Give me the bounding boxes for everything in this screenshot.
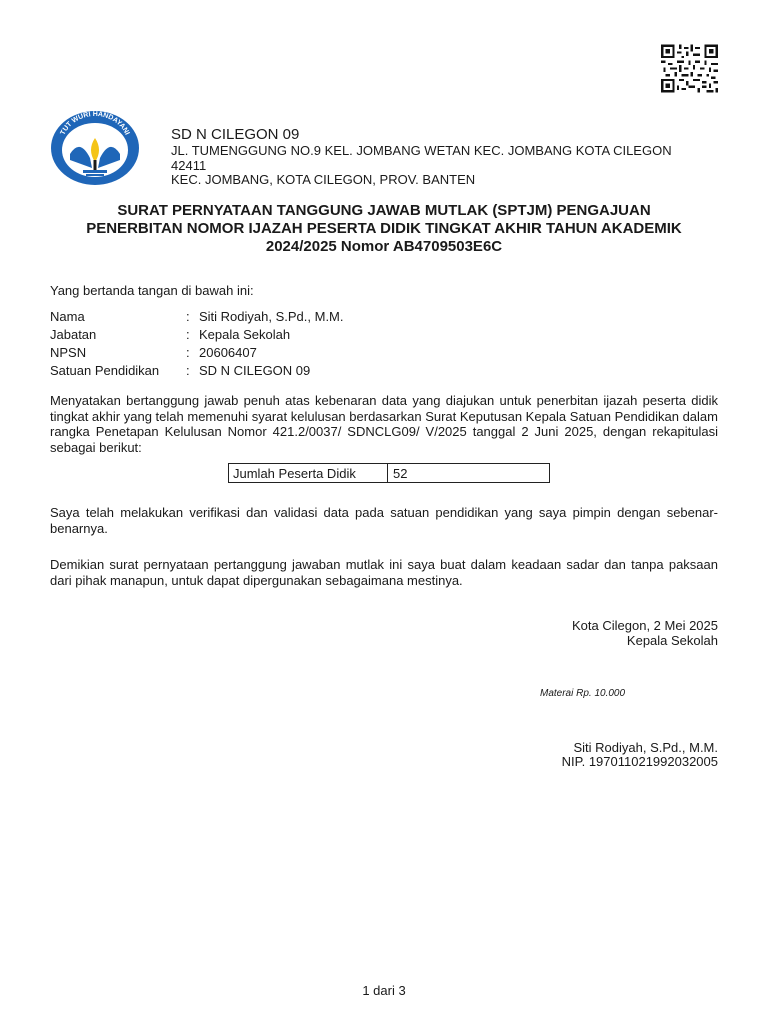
- identity-value: Siti Rodiyah, S.Pd., M.M.: [199, 309, 344, 324]
- school-name: SD N CILEGON 09: [171, 126, 300, 143]
- identity-value: SD N CILEGON 09: [199, 363, 311, 378]
- qr-code: [661, 44, 718, 93]
- signer-name: Siti Rodiyah, S.Pd., M.M.: [573, 740, 718, 755]
- intro-text: Yang bertanda tangan di bawah ini:: [50, 283, 254, 298]
- summary-table: [228, 463, 550, 483]
- page-number: 1 dari 3: [362, 983, 406, 998]
- identity-value: 20606407: [199, 345, 257, 360]
- identity-separator: :: [186, 309, 190, 324]
- school-address-line2: 42411: [171, 158, 207, 173]
- title-line3: 2024/2025 Nomor AB4709503E6C: [265, 238, 503, 255]
- identity-separator: :: [186, 327, 190, 342]
- title-line2: PENERBITAN NOMOR IJAZAH PESERTA DIDIK TINGKAT AKHIR TAHUN AKADEMIK: [86, 220, 682, 237]
- logo-text: TUT WURI HANDAYANI: [59, 110, 131, 137]
- identity-value: Kepala Sekolah: [199, 327, 291, 342]
- school-address-line3: KEC. JOMBANG, KOTA CILEGON, PROV. BANTEN: [171, 172, 476, 187]
- identity-label: NPSN: [50, 345, 87, 360]
- stamp-duty-note: Materai Rp. 10.000: [540, 688, 626, 699]
- closing-paragraph: Demikian surat pernyataan pertanggung jawaban mutlak ini saya buat dalam keadaan sadar dan tanpa paksaan dari pihak manapun, untuk dapat dipergunakan sebagaimana mestinya.: [50, 557, 718, 588]
- tut-wuri-handayani-logo: [50, 110, 140, 186]
- identity-separator: :: [186, 363, 190, 378]
- identity-separator: :: [186, 345, 190, 360]
- identity-label: Jabatan: [50, 327, 97, 342]
- verification-paragraph: Saya telah melakukan verifikasi dan validasi data pada satuan pendidikan yang saya pimpin dengan sebenar-benarnya.: [50, 505, 718, 536]
- identity-label: Nama: [50, 309, 85, 324]
- identity-label: Satuan Pendidikan: [50, 363, 160, 378]
- summary-value: 52: [393, 466, 408, 481]
- school-address-line1: JL. TUMENGGUNG NO.9 KEL. JOMBANG WETAN KEC. JOMBANG KOTA CILEGON: [171, 143, 672, 158]
- document-title: [40, 202, 728, 256]
- title-line1: SURAT PERNYATAAN TANGGUNG JAWAB MUTLAK (SPTJM) PENGAJUAN: [117, 202, 651, 219]
- summary-label: Jumlah Peserta Didik: [229, 464, 388, 482]
- place-date: Kota Cilegon, 2 Mei 2025: [572, 618, 718, 633]
- signer-position: Kepala Sekolah: [626, 633, 718, 648]
- statement-paragraph: Menyatakan bertanggung jawab penuh atas kebenaran data yang diajukan untuk penerbitan ijazah peserta didik tingkat akhir yang telah memenuhi syarat kelulusan berdasarkan Surat Keputusan Kepala Satuan Pendidikan dalam rangka Penetapan Kelulusan Nomor 421.2/0037/ SDNCLG09/ V/2025 tanggal 2 Juni 2025, dengan rekapitulasi sebagai berikut:: [50, 393, 718, 455]
- signer-nip: NIP. 197011021992032005: [561, 754, 718, 769]
